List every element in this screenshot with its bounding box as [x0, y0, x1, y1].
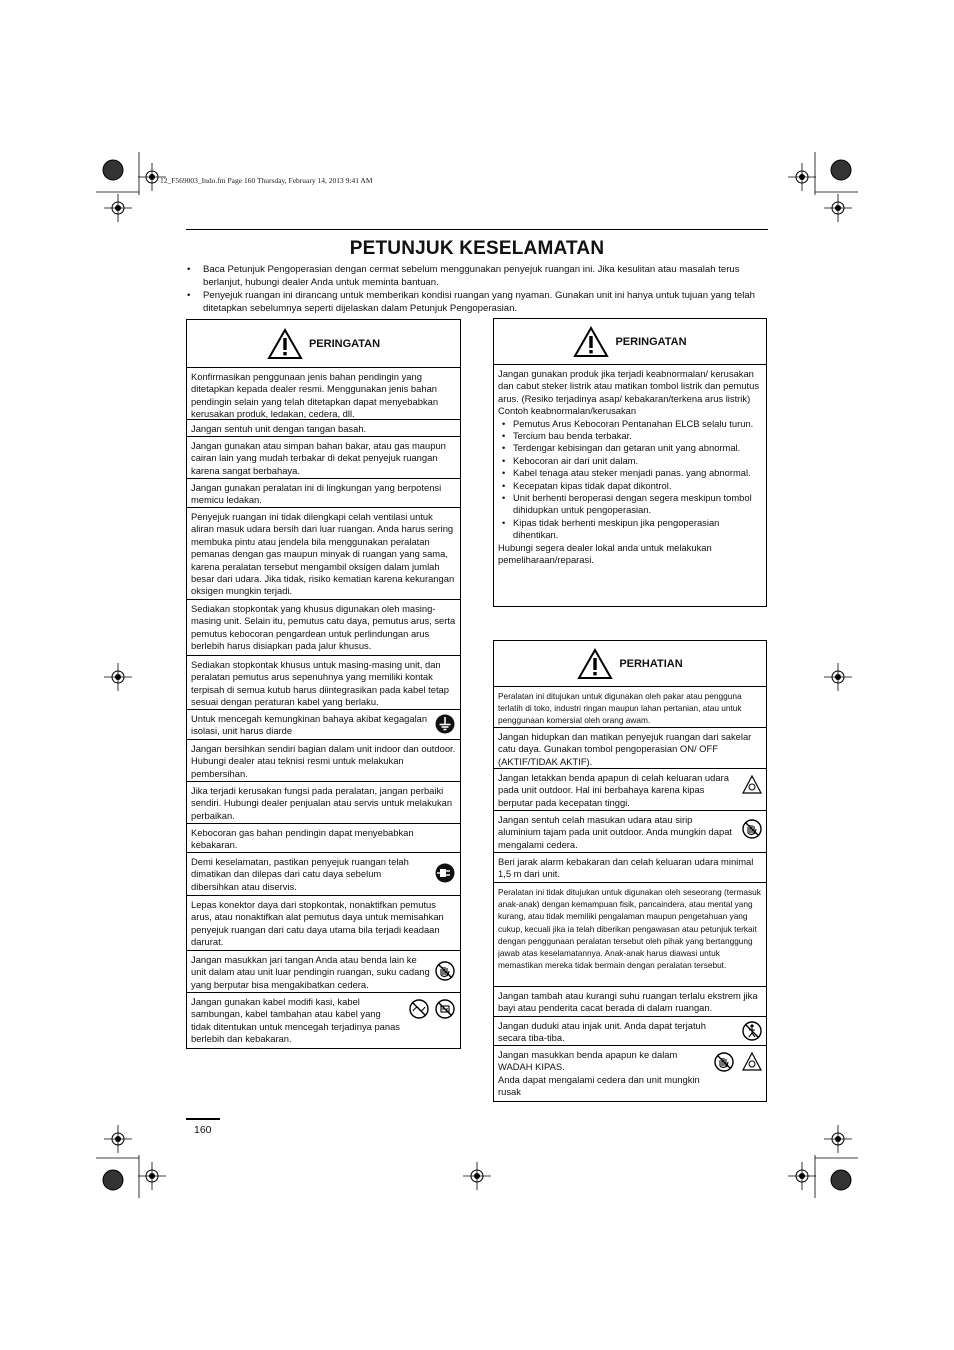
warning-item-earth [187, 710, 460, 740]
warning-item-text: Demi keselamatan, pastikan penyejuk ruangan telah dimatikan dan dilepas dari catu daya sebelum dibersihkan atau diservis. [191, 856, 409, 892]
abnormality-cell [494, 365, 766, 570]
caution-item: Jangan hidupkan dan matikan penyejuk ruangan dari sakelar catu daya. Gunakan tombol pengoperasian ON/ OFF (AKTIF/TIDAK AKTIF). [494, 728, 766, 769]
warning-item: Jika terjadi kerusakan fungsi pada peralatan, jangan perbaiki sendiri. Hubungi dealer penjualan atau servis untuk melakukan perbaikan. [187, 782, 460, 824]
no-hand-icon [714, 1052, 734, 1072]
example-item: • Kabel tenaga atau steker menjadi panas. yang abnormal. [498, 467, 762, 479]
warning-item: Sediakan stopkontak yang khusus digunakan oleh masing-masing unit. Selain itu, pemutus catu daya, pemutus arus, serta pemutus kebocoran pengardean untuk perlindungan arus berlebih harus disiapkan pada jalur khusus. [187, 600, 460, 656]
intro-item: • Penyejuk ruangan ini dirancang untuk memberikan kondisi ruangan yang nyaman. Gunakan unit ini hanya untuk tujuan yang telah ditetapkan sebelumnya seperti dijelaskan dalam Petunjuk Pengoperasian. [186, 290, 768, 315]
caution-triangle-icon [577, 648, 613, 680]
example-item: • Tercium bau benda terbakar. [498, 430, 762, 442]
caution-item: Jangan tambah atau kurangi suhu ruangan terlalu ekstrem jika bayi atau penderita cacat berada di dalam ruangan. [494, 987, 766, 1017]
caution-item-fan-case [494, 1046, 766, 1101]
file-header-meta: 12_F569003_Indo.fm Page 160 Thursday, February 14, 2013 9:41 AM [160, 176, 373, 185]
warning-triangle-icon [573, 326, 609, 358]
example-item: • Kecepatan kipas tidak dapat dikontrol. [498, 480, 762, 492]
caution-heading: PERHATIAN [619, 657, 683, 670]
top-rule [186, 229, 768, 230]
warning-item: Kebocoran gas bahan pendingin dapat menyebabkan kebakaran. [187, 824, 460, 853]
warning-item-unplug [187, 853, 460, 896]
example-item: • Kebocoran air dari unit dalam. [498, 455, 762, 467]
no-hand-insert-icon [435, 961, 455, 981]
warning-item-cable [187, 993, 460, 1048]
earth-ground-icon [435, 714, 455, 734]
caution-item-fins [494, 811, 766, 853]
warning-heading: PERINGATAN [615, 335, 687, 348]
caution-fan-triangle-icon [742, 775, 762, 795]
warning-header [187, 320, 460, 368]
left-warning-box [186, 319, 461, 1049]
caution-item-step [494, 1017, 766, 1046]
warning-item-text: Untuk mencegah kemungkinan bahaya akibat kegagalan isolasi, unit harus diarde [191, 713, 428, 737]
example-item: • Pemutus Arus Kebocoran Pentanahan ELCB selalu turun. [498, 418, 762, 430]
no-touch-icon [742, 819, 762, 839]
caution-item-text: Jangan duduki atau injak unit. Anda dapat terjatuh secara tiba-tiba. [498, 1020, 706, 1044]
page-number: 160 [194, 1124, 212, 1136]
caution-fan-triangle-icon [742, 1052, 762, 1072]
warning-item: Konfirmasikan penggunaan jenis bahan pendingin yang ditetapkan kepada dealer resmi. Menggunakan jenis bahan pendingin selain yang telah ditetapkan dapat menyebabkan kerusakan produk, ledakan, cedera, dll. [187, 368, 460, 420]
warning-item: Jangan gunakan peralatan ini di lingkungan yang berpotensi memicu ledakan. [187, 479, 460, 508]
caution-item: Peralatan ini tidak ditujukan untuk digunakan oleh seseorang (termasuk anak-anak) dengan kemampuan fisik, pancaindera, atau mental yang kurang, atau tidak memiliki pengalaman maupun pengetahuan yang cukup, kecuali jika ia telah diberikan pengawasan atau petunjuk terkait dengan penggunaan peralatan tersebut oleh pihak yang bertanggung jawab atas keselamatannya. Anak-anak harus diawasi untuk memastikan mereka tidak bermain dengan peralatan tersebut. [494, 883, 766, 987]
caution-item: Peralatan ini ditujukan untuk digunakan oleh pakar atau pengguna terlatih di toko, industri ringan maupun lahan pertanian, atau untuk penggunaan komersial oleh orang awam. [494, 687, 766, 728]
example-item: • Kipas tidak berhenti meskipun jika pengoperasian dihentikan. [498, 517, 762, 542]
warning-item: Jangan sentuh unit dengan tangan basah. [187, 420, 460, 437]
warning-item: Jangan bersihkan sendiri bagian dalam unit indoor dan outdoor. Hubungi dealer atau teknisi resmi untuk melakukan pembersihan. [187, 740, 460, 782]
caution-header [494, 641, 766, 687]
warning-item-fingers [187, 951, 460, 993]
warning-item-text: Jangan masukkan jari tangan Anda atau benda lain ke unit dalam atau unit luar pendingin ruangan, suku cadang yang berputar bisa mengakibatkan cedera. [191, 954, 430, 990]
unplug-icon [435, 863, 455, 883]
warning-item: Jangan gunakan atau simpan bahan bakar, atau gas maupun cairan lain yang mudah terbakar di dekat penyejuk ruangan karena sangat berbahaya. [187, 437, 460, 479]
caution-item-text: Jangan masukkan benda apapun ke dalam WADAH KIPAS. [498, 1049, 678, 1073]
intro-item: • Baca Petunjuk Pengoperasian dengan cermat sebelum menggunakan penyejuk ruangan ini. Jika kesulitan atau masalah terus berlanjut, hubungi dealer Anda untuk meminta bantuan. [186, 264, 768, 289]
examples-list [498, 418, 762, 542]
caution-item: Beri jarak alarm kebakaran dan celah keluaran udara minimal 1,5 m dari unit. [494, 853, 766, 883]
warning-item: Lepas konektor daya dari stopkontak, nonaktifkan pemutus arus, atau nonaktifkan alat pemutus daya untuk memisahkan penyejuk ruangan dari catu daya utama bila terjadi keadaan darurat. [187, 896, 460, 951]
intro-list [186, 264, 768, 316]
caution-item-outlet [494, 769, 766, 811]
example-item: • Unit berhenti beroperasi dengan segera meskipun tombol dihidupkan untuk pengoperasian. [498, 492, 762, 517]
warning-item: Penyejuk ruangan ini tidak dilengkapi celah ventilasi untuk aliran masuk udara bersih dari luar ruangan. Anda harus sering membuka pintu atau jendela bila menggunakan peralatan pemanas dengan gas maupun minyak di ruangan yang sama, karena peralatan tersebut mengambil oksigen dalam jumlah besar dari udara. Jika tidak, risiko kematian karena kekurangan oksigen mungkin terjadi. [187, 508, 460, 600]
no-modified-cable-icon [409, 999, 429, 1019]
warning-heading: PERINGATAN [308, 337, 381, 350]
page-title: PETUNJUK KESELAMATAN [349, 238, 605, 259]
warning-triangle-icon [267, 328, 303, 360]
caution-item-text: Jangan letakkan benda apapun di celah keluaran udara pada unit outdoor. Hal ini berbahaya karena kipas berputar pada kecepatan tinggi. [498, 772, 729, 808]
warning-item-text: Jangan gunakan kabel modifi kasi, kabel sambungan, kabel tambahan atau kabel yang tidak ditentukan untuk mencegah terjadinya panas berlebih dan kebakaran. [191, 996, 400, 1045]
abnormality-outro: Hubungi segera dealer lokal anda untuk melakukan pemeliharaan/reparasi. [498, 541, 712, 566]
example-item: • Terdengar kebisingan dan getaran unit yang abnormal. [498, 442, 762, 454]
no-step-icon [742, 1021, 762, 1041]
caution-item-text: Jangan sentuh celah masukan udara atau sirip aluminium tajam pada unit outdoor. Anda mungkin dapat mengalami cedera. [498, 814, 733, 850]
right-caution-box [493, 640, 767, 1102]
warning-header [494, 319, 766, 365]
warning-item: Sediakan stopkontak khusus untuk masing-masing unit, dan peralatan pemutus arus sepenuhnya yang memiliki kontak terpisah di semua kutub harus diintegrasikan pada kabel tetap sesuai dengan peraturan kabel yang berlaku. [187, 656, 460, 710]
examples-label: Contoh keabnormalan/kerusakan [498, 405, 637, 417]
no-extension-cord-icon [435, 999, 455, 1019]
right-warning-box [493, 318, 767, 607]
abnormality-intro: Jangan gunakan produk jika terjadi keabnormalan/ kerusakan dan cabut steker listrik atau matikan tombol listrik dan pemutus arus. (Resiko terjadinya asap/ kebakaran/terkena arus listrik) [498, 368, 760, 404]
caution-item-text: Anda dapat mengalami cedera dan unit mungkin rusak [498, 1073, 700, 1098]
page-number-rule [186, 1118, 220, 1120]
